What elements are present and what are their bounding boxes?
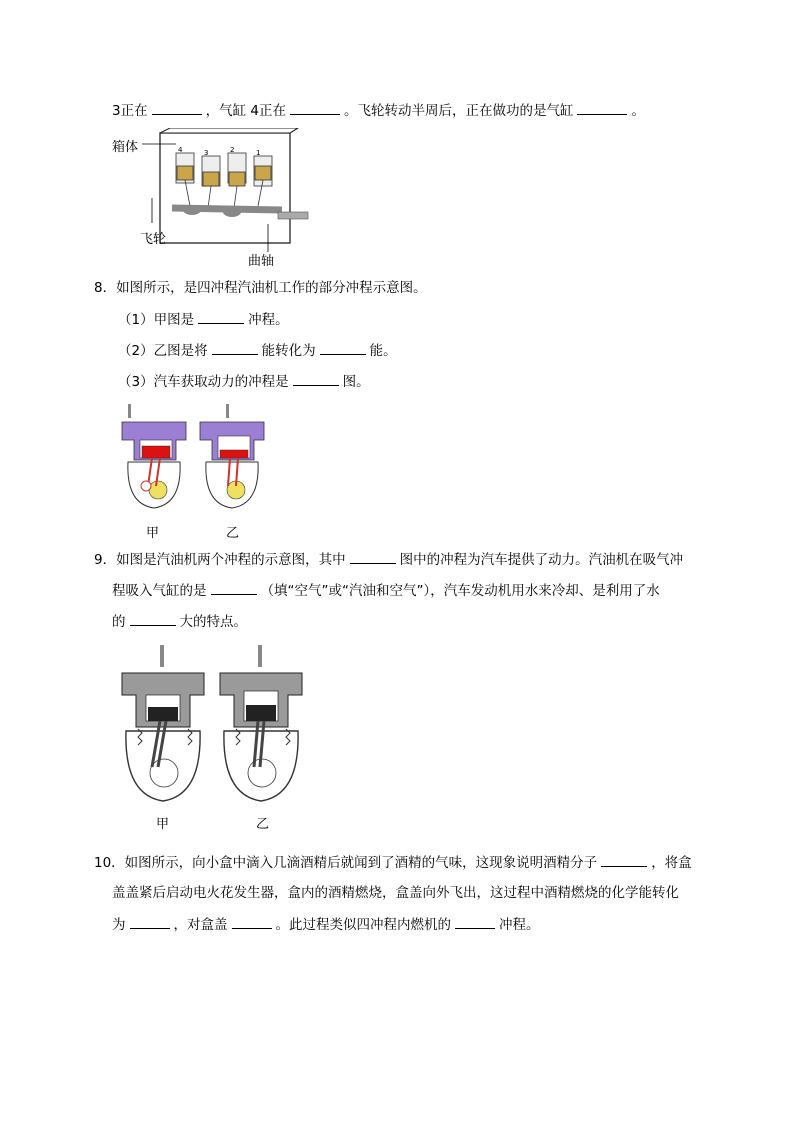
q9-line1 xyxy=(94,549,683,570)
engine-a-diagram xyxy=(122,645,204,801)
q7-text-line xyxy=(112,100,645,121)
answer-blank[interactable] xyxy=(290,100,340,115)
q10-text: ，将盒 xyxy=(651,855,692,871)
label-jia: 甲 xyxy=(156,817,170,832)
q10-line2: 盖盖紧后启动电火花发生器，盒内的酒精燃烧，盒盖向外飞出，这过程中酒精燃烧的化学能转化 xyxy=(112,885,679,901)
label-crankshaft: 曲轴 xyxy=(248,254,275,269)
engine-b-diagram xyxy=(220,645,302,801)
q8-sub3-text: （3）汽车获取动力的冲程是 xyxy=(118,374,289,390)
q8-sub3 xyxy=(118,371,370,392)
answer-blank[interactable] xyxy=(130,914,170,929)
answer-blank[interactable] xyxy=(350,549,396,564)
q10-line1 xyxy=(94,852,692,873)
answer-blank[interactable] xyxy=(232,914,272,929)
q9-text: 程吸入气缸的是 xyxy=(112,583,207,599)
q9-text: 的 xyxy=(112,614,126,630)
q9-engine-figure xyxy=(118,645,308,835)
answer-blank[interactable] xyxy=(601,852,647,867)
answer-blank[interactable] xyxy=(212,340,258,355)
q8-sub2-text: （2）乙图是将 xyxy=(118,343,208,359)
cyl-num-3: 3 xyxy=(204,149,209,157)
q8-sub1 xyxy=(118,309,289,330)
q8-sub1-text: 冲程。 xyxy=(248,312,289,328)
cyl-num-4: 4 xyxy=(178,146,183,154)
label-yi: 乙 xyxy=(226,526,240,541)
answer-blank[interactable] xyxy=(130,611,176,626)
answer-blank[interactable] xyxy=(455,914,495,929)
label-jia: 甲 xyxy=(146,526,160,541)
q8-stem: 8．如图所示，是四冲程汽油机工作的部分冲程示意图。 xyxy=(94,280,427,296)
label-yi: 乙 xyxy=(256,817,270,832)
engine-a-diagram xyxy=(122,404,186,508)
q10-text: 。此过程类似四冲程内燃机的 xyxy=(275,917,451,933)
engine-b-diagram xyxy=(200,404,264,508)
q7-engine-figure xyxy=(112,128,312,270)
q8-sub2-text: 能转化为 xyxy=(261,343,316,359)
q10-text: 10．如图所示，向小盒中滴入几滴酒精后就闻到了酒精的气味，这现象说明酒精分子 xyxy=(94,855,598,871)
q8-sub3-text: 图。 xyxy=(342,374,370,390)
label-flywheel: 飞轮 xyxy=(140,232,167,247)
cyl-num-2: 2 xyxy=(230,146,235,154)
q9-text: 图中的冲程为汽车提供了动力。汽油机在吸气冲 xyxy=(399,552,684,568)
q10-line3 xyxy=(112,914,540,935)
q9-text: （填“空气”或“汽油和空气”），汽车发动机用水来冷却、是利用了水 xyxy=(260,583,660,599)
q9-text: 9．如图是汽油机两个冲程的示意图，其中 xyxy=(94,552,346,568)
label-box: 箱体 xyxy=(112,140,139,155)
answer-blank[interactable] xyxy=(211,580,257,595)
q7-text-part: 。 xyxy=(631,103,645,119)
q9-line3 xyxy=(112,611,247,632)
q8-sub1-text: （1）甲图是 xyxy=(118,312,195,328)
q7-text-part: 3正在 xyxy=(112,103,148,119)
q10-text: 为 xyxy=(112,917,126,933)
answer-blank[interactable] xyxy=(198,309,244,324)
q8-sub2-text: 能。 xyxy=(369,343,397,359)
cyl-num-1: 1 xyxy=(256,149,261,157)
q8-sub2 xyxy=(118,340,397,361)
q8-engine-figure xyxy=(118,400,278,540)
q7-text-part: 。飞轮转动半周后，正在做功的是气缸 xyxy=(343,103,574,119)
answer-blank[interactable] xyxy=(293,371,339,386)
q10-text: 冲程。 xyxy=(499,917,540,933)
q7-text-part: ，气缸 4正在 xyxy=(205,103,286,119)
answer-blank[interactable] xyxy=(577,100,627,115)
q10-text: ，对盒盖 xyxy=(173,917,228,933)
q9-text: 大的特点。 xyxy=(179,614,247,630)
answer-blank[interactable] xyxy=(152,100,202,115)
answer-blank[interactable] xyxy=(320,340,366,355)
q9-line2 xyxy=(112,580,660,601)
